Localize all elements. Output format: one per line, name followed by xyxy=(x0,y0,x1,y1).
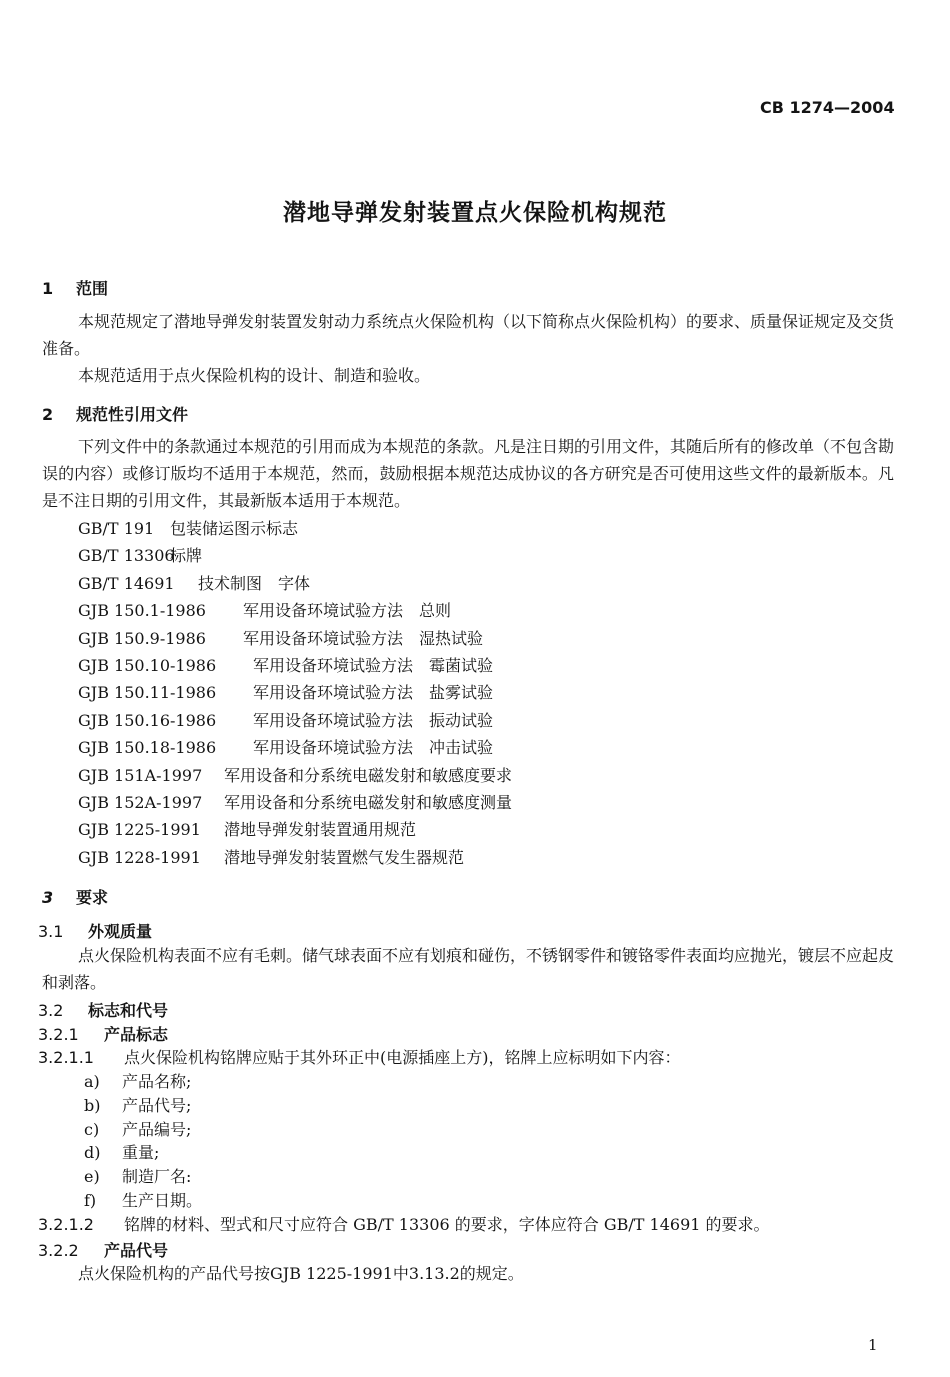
reference-code: GJB 150.11-1986 xyxy=(78,683,217,703)
reference-item xyxy=(78,598,451,621)
reference-item xyxy=(78,817,416,840)
reference-item xyxy=(78,790,512,813)
section-title: 规范性引用文件 xyxy=(76,405,189,424)
reference-item xyxy=(78,571,310,594)
reference-code: GJB 1228-1991 xyxy=(78,847,201,867)
reference-item xyxy=(78,626,483,649)
reference-item xyxy=(78,708,493,731)
section-number: 2 xyxy=(42,405,54,424)
reference-code: GJB 150.10-1986 xyxy=(78,656,217,675)
clause-text: 点火保险机构铭牌应贴于其外环正中(电源插座上方)，铭牌上应标明如下内容： xyxy=(124,1048,681,1067)
section-3-1-heading xyxy=(38,919,152,942)
section-number: 3.2.2 xyxy=(38,1241,79,1260)
list-item-text: 产品名称; xyxy=(122,1072,192,1091)
section-3-1-paragraph: 点火保险机构表面不应有毛刺。储气球表面不应有划痕和碰伤，不锈钢零件和镀铬零件表面均应抛光，镀层不应起皮和剥落。 xyxy=(42,946,895,992)
reference-item xyxy=(78,543,202,566)
reference-item xyxy=(78,763,512,786)
list-item-label: b) xyxy=(84,1095,101,1115)
reference-title: 军用设备和分系统电磁发射和敏感度测量 xyxy=(224,793,513,812)
section-3-heading xyxy=(42,885,108,908)
section-title: 产品标志 xyxy=(104,1025,169,1044)
list-item xyxy=(84,1069,191,1092)
section-3-2-heading xyxy=(38,998,168,1021)
section-number: 3.2.1 xyxy=(38,1025,79,1044)
reference-code: GJB 151A-1997 xyxy=(78,765,203,785)
reference-title: 军用设备和分系统电磁发射和敏感度要求 xyxy=(224,765,513,785)
list-item xyxy=(84,1117,191,1140)
reference-code: GJB 152A-1997 xyxy=(78,793,203,812)
reference-title: 军用设备环境试验方法 盐雾试验 xyxy=(253,683,494,703)
reference-code: GB/T 14691 xyxy=(78,573,175,593)
reference-code: GJB 150.1-1986 xyxy=(78,601,206,621)
reference-item xyxy=(78,516,298,539)
list-item xyxy=(84,1188,202,1211)
list-item-label: e) xyxy=(84,1167,100,1187)
page-title: 潜地导弹发射装置点火保险机构规范 xyxy=(283,200,667,226)
reference-title: 军用设备环境试验方法 湿热试验 xyxy=(243,628,484,648)
list-item-label: a) xyxy=(84,1072,100,1091)
reference-item xyxy=(78,680,493,703)
section-1-paragraph-1: 本规范规定了潜地导弹发射装置发射动力系统点火保险机构（以下简称点火保险机构）的要求、质量保证规定及交货准备。 xyxy=(42,312,895,358)
reference-code: GJB 150.18-1986 xyxy=(78,738,217,758)
reference-code: GJB 1225-1991 xyxy=(78,820,201,840)
section-3-2-2-heading xyxy=(38,1238,168,1261)
list-item xyxy=(84,1140,159,1163)
list-item-label: d) xyxy=(84,1143,101,1163)
section-3-2-1-heading xyxy=(38,1022,168,1045)
page-number: 1 xyxy=(868,1336,878,1354)
list-item-text: 生产日期。 xyxy=(122,1191,203,1210)
list-item-label: f) xyxy=(84,1191,97,1210)
reference-title: 军用设备环境试验方法 冲击试验 xyxy=(253,738,494,758)
standard-code: CB 1274—2004 xyxy=(760,98,895,117)
section-3-2-2-paragraph: 点火保险机构的产品代号按GJB 1225-1991中3.13.2的规定。 xyxy=(78,1264,524,1283)
reference-title: 技术制图 字体 xyxy=(198,573,311,593)
list-item xyxy=(84,1093,191,1116)
clause-number: 3.2.1.2 xyxy=(38,1215,94,1234)
clause-3-2-1-1 xyxy=(38,1044,681,1071)
reference-title: 军用设备环境试验方法 霉菌试验 xyxy=(253,656,494,675)
clause-number: 3.2.1.1 xyxy=(38,1048,94,1067)
section-title: 要求 xyxy=(76,888,109,907)
section-1-heading xyxy=(42,276,108,299)
reference-title: 军用设备环境试验方法 总则 xyxy=(243,601,452,621)
section-title: 外观质量 xyxy=(88,922,153,941)
reference-title: 标牌 xyxy=(170,546,203,566)
reference-code: GJB 150.16-1986 xyxy=(78,710,217,730)
section-2-paragraph-1: 下列文件中的条款通过本规范的引用而成为本规范的条款。凡是注日期的引用文件，其随后所有的修改单（不包含勘误的内容）或修订版均不适用于本规范，然而，鼓励根据本规范达成协议的各方研究是否可使用这些文件的最新版本。凡是不注日期的引用文件，其最新版本适用于本规范。 xyxy=(42,437,895,510)
section-1-paragraph-2: 本规范适用于点火保险机构的设计、制造和验收。 xyxy=(78,366,431,385)
section-number: 1 xyxy=(42,279,54,298)
list-item-text: 制造厂名: xyxy=(122,1167,192,1187)
list-item-text: 重量; xyxy=(122,1143,160,1163)
section-number: 3 xyxy=(42,888,54,907)
reference-title: 包装储运图示标志 xyxy=(170,519,299,538)
section-title: 范围 xyxy=(76,279,109,298)
reference-code: GB/T 13306 xyxy=(78,546,175,566)
list-item xyxy=(84,1164,191,1187)
reference-item xyxy=(78,735,493,758)
section-number: 3.1 xyxy=(38,922,64,941)
section-2-heading xyxy=(42,402,188,425)
list-item-label: c) xyxy=(84,1119,100,1139)
reference-title: 军用设备环境试验方法 振动试验 xyxy=(253,710,494,730)
section-title: 产品代号 xyxy=(104,1241,169,1260)
clause-3-2-1-2 xyxy=(38,1211,770,1238)
reference-code: GB/T 191 xyxy=(78,519,155,538)
reference-title: 潜地导弹发射装置燃气发生器规范 xyxy=(224,847,465,867)
reference-code: GJB 150.9-1986 xyxy=(78,628,206,648)
list-item-text: 产品代号; xyxy=(122,1095,192,1115)
clause-text: 铭牌的材料、型式和尺寸应符合 GB/T 13306 的要求，字体应符合 GB/T 14691 的要求。 xyxy=(124,1215,770,1234)
section-title: 标志和代号 xyxy=(88,1001,169,1020)
section-number: 3.2 xyxy=(38,1001,64,1020)
reference-item xyxy=(78,653,493,676)
list-item-text: 产品编号; xyxy=(122,1119,192,1139)
reference-title: 潜地导弹发射装置通用规范 xyxy=(224,820,417,840)
reference-item xyxy=(78,845,464,868)
